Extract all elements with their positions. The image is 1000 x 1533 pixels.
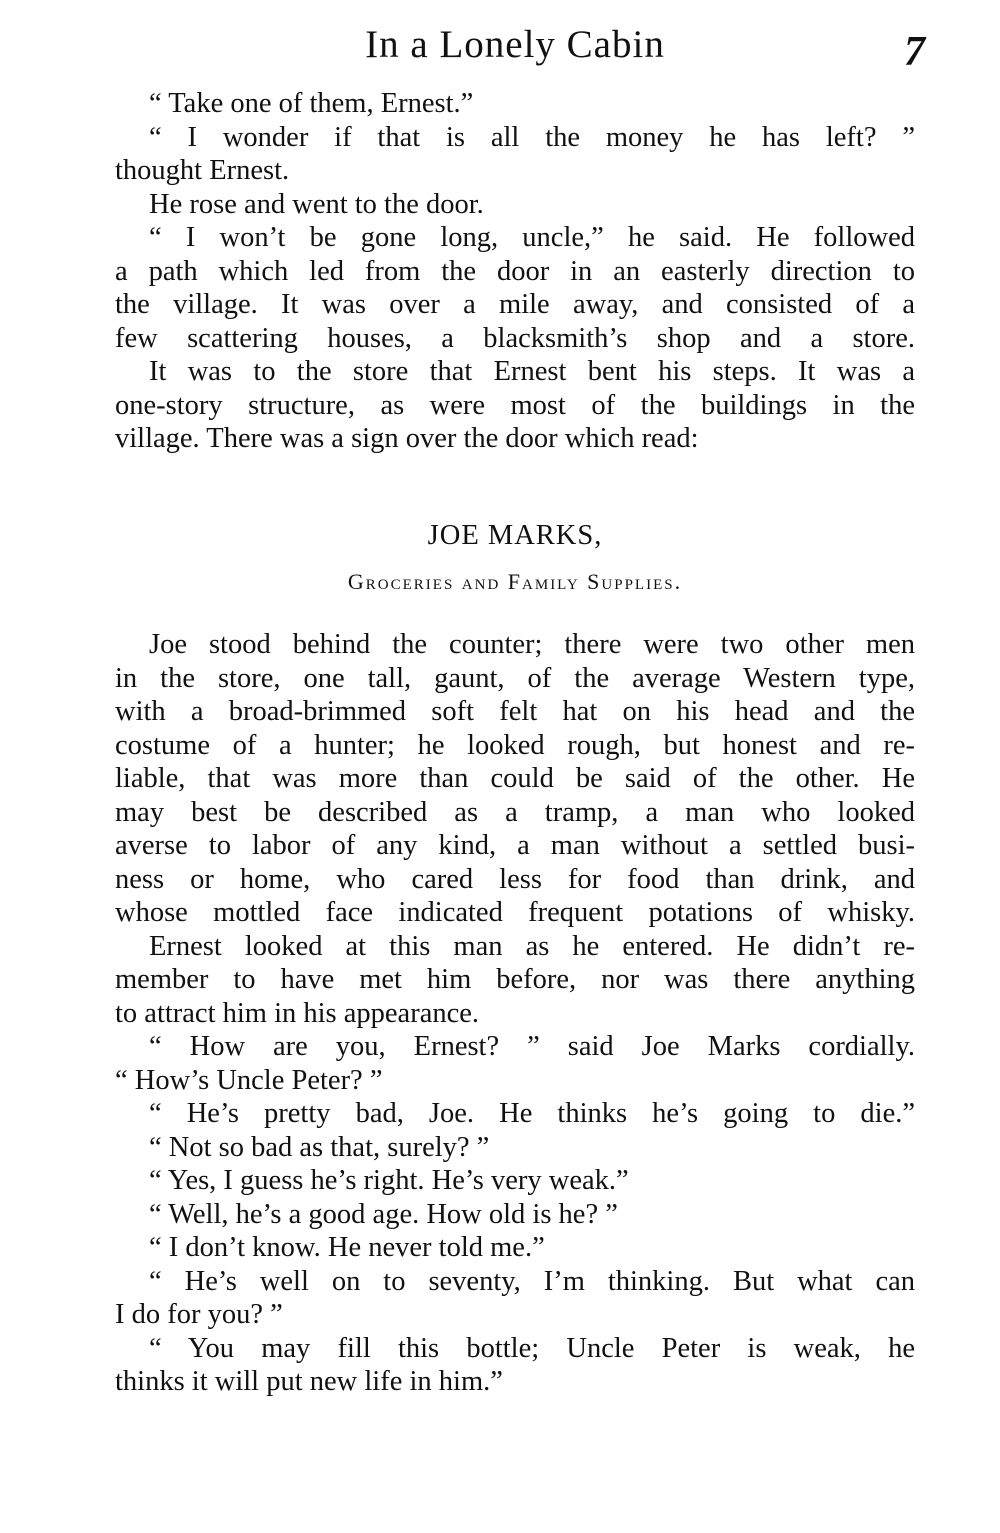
text-line: “ He’s pretty bad, Joe. He thinks he’s going to die.” [149,1098,915,1129]
text-line: member to have met him before, nor was there anything [115,964,915,995]
text-line: ness or home, who cared less for food than drink, and [115,863,915,895]
text-line: “ Take one of them, Ernest.” [149,88,474,119]
text-line: in the store, one tall, gaunt, of the average Western type, [115,662,915,694]
text-line: “ Not so bad as that, surely? ” [149,1131,490,1163]
text-line: to attract him in his appearance. [115,997,480,1029]
text-line: “ I don’t know. He never told me.” [149,1232,545,1263]
text-line: with a broad-brimmed soft felt hat on his head and the [115,696,915,727]
text-line: averse to labor of any kind, a man without a settled busi- [115,830,915,861]
text-line: one-story structure, as were most of the buildings in the [115,389,915,421]
body-text-section-2 [115,628,915,1399]
text-line: Joe stood behind the counter; there were two other men [149,629,915,660]
page-header [115,22,925,75]
text-line: “ How’s Uncle Peter? ” [115,1064,383,1096]
body-text-section-1 [115,87,915,456]
text-line: He rose and went to the door. [149,188,484,220]
text-line: thinks it will put new life in him.” [115,1366,503,1397]
sign-name: JOE MARKS, [427,520,603,551]
store-sign [115,496,915,602]
text-line: It was to the store that Ernest bent his steps. It was a [149,356,915,387]
text-line: “ I wonder if that is all the money he has left? ” [149,121,915,153]
text-line: few scattering houses, a blacksmith’s shop and a store. [115,322,915,354]
text-line: the village. It was over a mile away, and consisted of a [115,289,915,320]
text-line: Ernest looked at this man as he entered. He didn’t re- [149,930,915,962]
text-line: a path which led from the door in an easterly direction to [115,255,915,287]
page-number: 7 [904,29,925,75]
text-line: “ Yes, I guess he’s right. He’s very weak.” [149,1165,629,1196]
text-line: “ How are you, Ernest? ” said Joe Marks cordially. [149,1031,915,1062]
sign-subtitle: Groceries and Family Supplies. [347,569,683,594]
text-line: thought Ernest. [115,155,290,186]
text-line: I do for you? ” [115,1299,283,1330]
text-line: “ Well, he’s a good age. How old is he? ” [149,1198,618,1230]
text-line: village. There was a sign over the door which read: [115,423,699,454]
text-line: whose mottled face indicated frequent potations of whisky. [115,897,915,928]
text-line: “ You may fill this bottle; Uncle Peter is weak, he [149,1332,915,1364]
running-title: In a Lonely Cabin [365,23,665,66]
text-line: “ He’s well on to seventy, I’m thinking. But what can [149,1265,915,1297]
text-line: costume of a hunter; he looked rough, but honest and re- [115,729,915,761]
text-line: “ I won’t be gone long, uncle,” he said. He followed [149,222,915,253]
text-line: liable, that was more than could be said of the other. He [115,763,915,794]
text-line: may best be described as a tramp, a man who looked [115,796,915,828]
